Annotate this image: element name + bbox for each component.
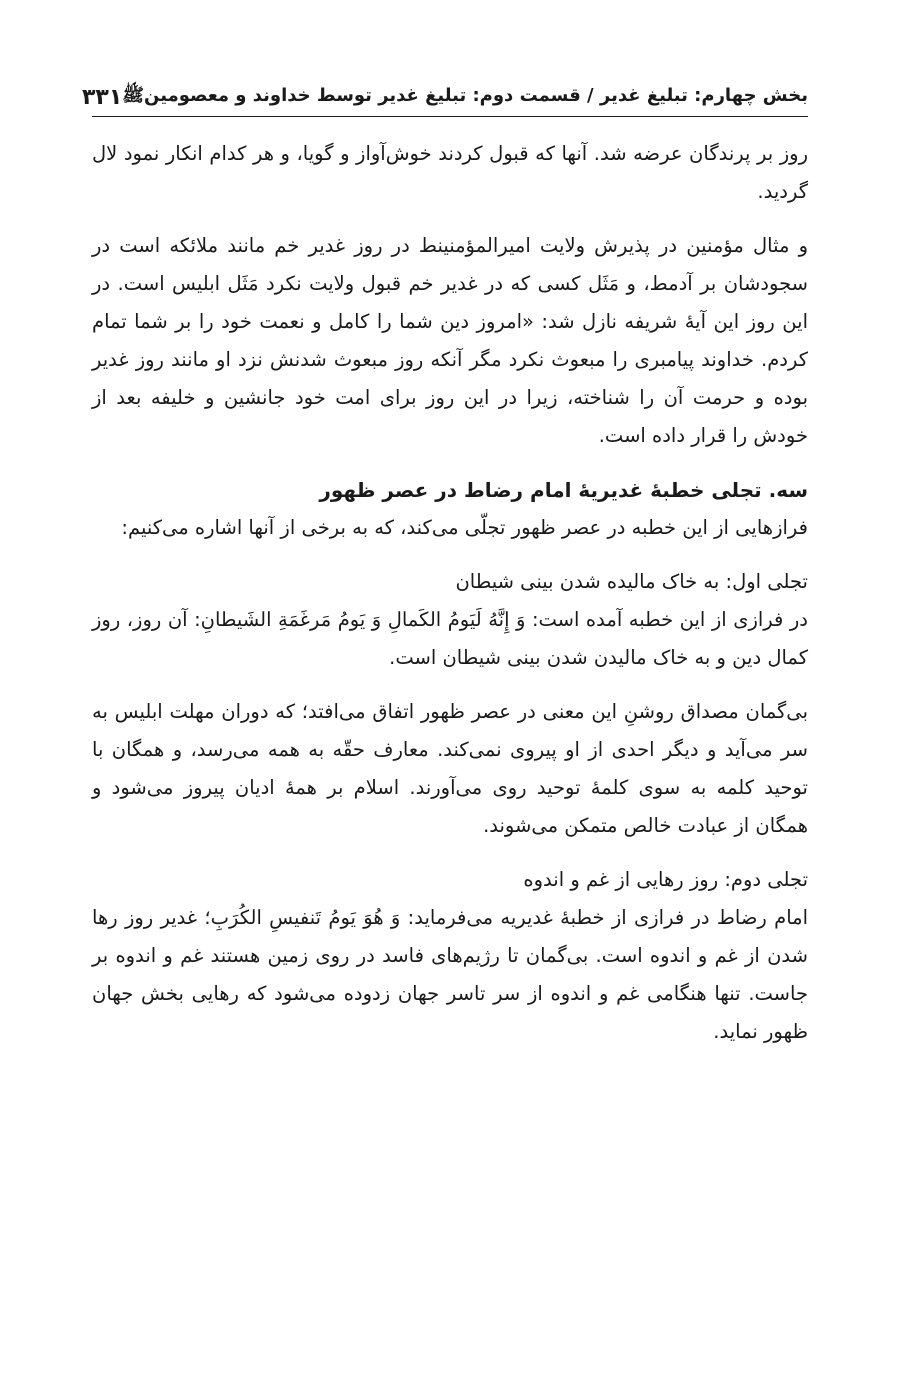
paragraph-5: بی‌گمان مصداق روشنِ این معنی در عصر ظهور اتفاق می‌افتد؛ که دوران مهلت ابلیس به سر می‌آید و دیگر احدی از او پیروی نمی‌کند. معارف حقّه به همه می‌رسد، و همگان با توحید کلمه به سوی کلمهٔ توحید روی می‌آورند. اسلام بر همهٔ ادیان پیروز می‌شود و همگان از عبادت خالص متمکن می‌شوند. <box>92 700 808 837</box>
page-number: ۳۳۱ <box>81 85 123 110</box>
section-heading-3: سه. تجلی خطبهٔ غدیریهٔ امام رضاط در عصر ظهور <box>319 478 808 502</box>
running-header-title: بخش چهارم: تبلیغ غدیر / قسمت دوم: تبلیغ غدیر توسط خداوند و معصومینﷺ <box>122 85 808 106</box>
book-page <box>81 70 809 1051</box>
subheading-second-manifestation: تجلی دوم: روز رهایی از غم و اندوه <box>523 868 808 891</box>
paragraph-4-intro: در فرازی از این خطبه آمده است: <box>525 608 808 631</box>
paragraph-1: روز بر پرندگان عرضه شد. آنها که قبول کردند خوش‌آواز و گویا، و هر کدام انکار نمود لال گردید. <box>92 142 808 203</box>
paragraph-6-intro: امام رضاط در فرازی از خطبهٔ غدیریه می‌فرماید: <box>400 906 809 929</box>
paragraph-6-rest: ؛ غدیر روز رها شدن از غم و اندوه است. بی‌گمان تا رژیم‌های فاسد در روی زمین هستند غم و اندوه بر جاست. تنها هنگامی غم و اندوه از سر تاسر جهان زدوده می‌شود که رهایی بخش جهان ظهور نماید. <box>92 906 808 1043</box>
paragraph-3: فرازهایی از این خطبه در عصر ظهور تجلّی می‌کند، که به برخی از آنها اشاره می‌کنیم: <box>121 516 808 539</box>
page-content <box>92 135 808 1051</box>
paragraph-4 <box>92 601 808 677</box>
arabic-quote-2: وَ هُوَ يَومُ تَنفيسِ الكُرَبِ <box>210 906 401 929</box>
paragraph-2: و مثال مؤمنین در پذیرش ولایت امیرالمؤمنینط در روز غدیر خم مانند ملائکه است در سجودشان بر آدمط، و مَثَل کسی که در غدیر خم قبول ولایت نکرد مَثَل ابلیس است. در این روز این آیهٔ شریفه نازل شد: «امروز دین شما را کامل و نعمت خود را بر شما تمام کردم. خداوند پیامبری را مبعوث نکرد مگر آنکه روز مبعوث شدنش نزد او مانند روز غدیر بوده و حرمت آن را شناخته، زیرا در این روز برای امت خود جانشین و خلیفه بعد از خودش را قرار داده است. <box>92 234 808 447</box>
paragraph-4-rest: : آن روز، روز کمال دین و به خاک مالیدن شدن بینی شیطان است. <box>92 608 808 669</box>
paragraph-6 <box>92 899 808 1051</box>
running-header <box>81 70 808 117</box>
subheading-first-manifestation: تجلی اول: به خاک مالیده شدن بینی شیطان <box>455 570 808 593</box>
arabic-quote-1: وَ إِنَّهُ لَيَومُ الكَمالِ وَ يَومُ مَرغَمَةِ الشَيطانِ <box>200 608 526 631</box>
